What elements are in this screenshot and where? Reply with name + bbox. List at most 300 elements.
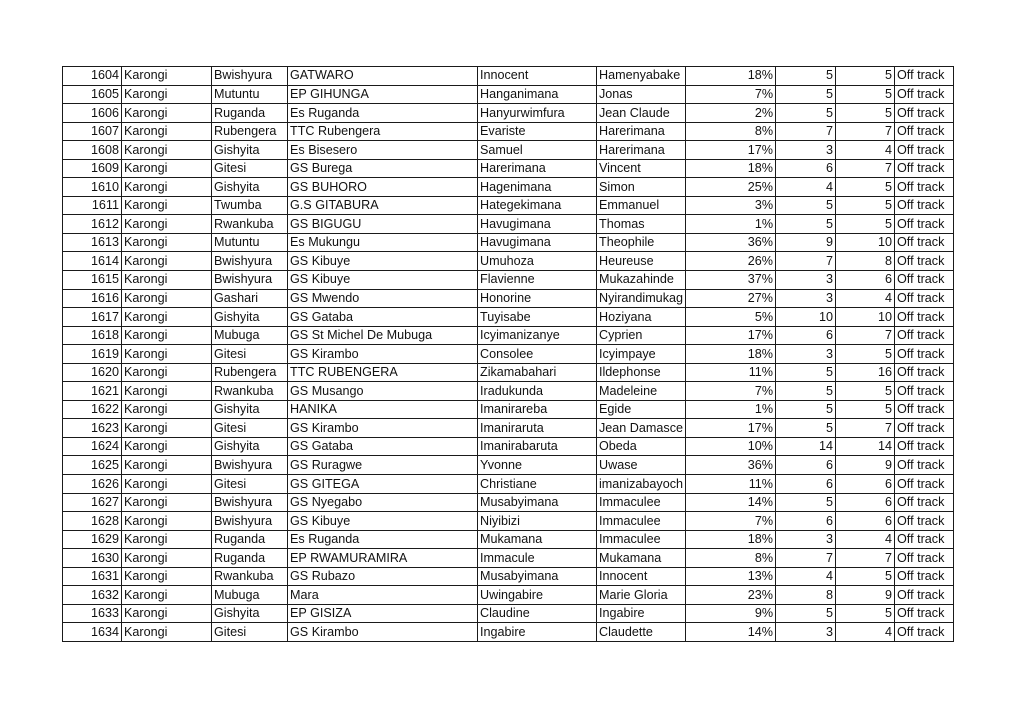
table-row	[63, 196, 954, 215]
cell-last-name: imanizabayoch	[597, 475, 686, 494]
cell-value-a: 5	[776, 215, 836, 234]
cell-school: EP RWAMURAMIRA	[288, 549, 478, 568]
table-row	[63, 437, 954, 456]
cell-sector: Twumba	[212, 196, 288, 215]
cell-id: 1607	[63, 122, 122, 141]
cell-value-a: 5	[776, 419, 836, 438]
cell-value-b: 5	[836, 104, 895, 123]
cell-last-name: Nyirandimukag	[597, 289, 686, 308]
cell-school: GATWARO	[288, 67, 478, 86]
cell-value-a: 5	[776, 104, 836, 123]
cell-status: Off track	[895, 289, 954, 308]
cell-value-a: 6	[776, 159, 836, 178]
cell-last-name: Obeda	[597, 437, 686, 456]
cell-value-b: 4	[836, 530, 895, 549]
cell-last-name: Immaculee	[597, 530, 686, 549]
cell-id: 1605	[63, 85, 122, 104]
cell-sector: Bwishyura	[212, 252, 288, 271]
cell-last-name: Vincent	[597, 159, 686, 178]
cell-sector: Gishyita	[212, 437, 288, 456]
cell-value-a: 6	[776, 456, 836, 475]
cell-sector: Bwishyura	[212, 271, 288, 290]
cell-last-name: Jonas	[597, 85, 686, 104]
cell-first-name: Mukamana	[478, 530, 597, 549]
cell-school: EP GIHUNGA	[288, 85, 478, 104]
cell-value-a: 4	[776, 178, 836, 197]
table-body	[63, 67, 954, 642]
cell-id: 1625	[63, 456, 122, 475]
cell-value-b: 5	[836, 67, 895, 86]
cell-percent: 7%	[686, 512, 776, 531]
table-row	[63, 67, 954, 86]
cell-district: Karongi	[122, 252, 212, 271]
cell-percent: 14%	[686, 623, 776, 642]
cell-id: 1629	[63, 530, 122, 549]
table-row	[63, 567, 954, 586]
cell-value-b: 5	[836, 400, 895, 419]
cell-first-name: Yvonne	[478, 456, 597, 475]
cell-status: Off track	[895, 400, 954, 419]
cell-sector: Bwishyura	[212, 493, 288, 512]
cell-value-b: 6	[836, 475, 895, 494]
cell-id: 1633	[63, 604, 122, 623]
table-row	[63, 252, 954, 271]
cell-school: Es Mukungu	[288, 233, 478, 252]
table-row	[63, 604, 954, 623]
cell-id: 1619	[63, 345, 122, 364]
cell-value-b: 6	[836, 512, 895, 531]
cell-first-name: Hagenimana	[478, 178, 597, 197]
table-row	[63, 122, 954, 141]
cell-sector: Ruganda	[212, 549, 288, 568]
cell-status: Off track	[895, 215, 954, 234]
cell-first-name: Iradukunda	[478, 382, 597, 401]
cell-first-name: Innocent	[478, 67, 597, 86]
cell-sector: Gishyita	[212, 400, 288, 419]
cell-last-name: Cyprien	[597, 326, 686, 345]
cell-school: G.S GITABURA	[288, 196, 478, 215]
cell-district: Karongi	[122, 289, 212, 308]
cell-value-a: 3	[776, 271, 836, 290]
cell-sector: Gishyita	[212, 604, 288, 623]
cell-value-a: 3	[776, 345, 836, 364]
cell-status: Off track	[895, 159, 954, 178]
cell-percent: 10%	[686, 437, 776, 456]
cell-status: Off track	[895, 104, 954, 123]
cell-value-a: 5	[776, 196, 836, 215]
cell-district: Karongi	[122, 178, 212, 197]
cell-id: 1634	[63, 623, 122, 642]
cell-district: Karongi	[122, 567, 212, 586]
cell-value-b: 14	[836, 437, 895, 456]
cell-status: Off track	[895, 512, 954, 531]
cell-district: Karongi	[122, 104, 212, 123]
cell-value-a: 14	[776, 437, 836, 456]
cell-school: HANIKA	[288, 400, 478, 419]
cell-percent: 18%	[686, 67, 776, 86]
cell-percent: 11%	[686, 475, 776, 494]
cell-status: Off track	[895, 456, 954, 475]
cell-last-name: Heureuse	[597, 252, 686, 271]
table-row	[63, 85, 954, 104]
cell-last-name: Jean Claude	[597, 104, 686, 123]
cell-first-name: Icyimanizanye	[478, 326, 597, 345]
cell-value-a: 5	[776, 493, 836, 512]
cell-last-name: Jean Damasce	[597, 419, 686, 438]
cell-id: 1618	[63, 326, 122, 345]
cell-district: Karongi	[122, 308, 212, 327]
cell-last-name: Mukamana	[597, 549, 686, 568]
cell-status: Off track	[895, 530, 954, 549]
cell-id: 1614	[63, 252, 122, 271]
cell-status: Off track	[895, 252, 954, 271]
cell-id: 1627	[63, 493, 122, 512]
cell-district: Karongi	[122, 623, 212, 642]
cell-district: Karongi	[122, 196, 212, 215]
table-row	[63, 456, 954, 475]
cell-value-b: 16	[836, 363, 895, 382]
cell-sector: Mubuga	[212, 586, 288, 605]
cell-status: Off track	[895, 382, 954, 401]
cell-value-b: 5	[836, 567, 895, 586]
cell-status: Off track	[895, 122, 954, 141]
cell-school: GS Kibuye	[288, 512, 478, 531]
cell-value-b: 4	[836, 141, 895, 160]
cell-value-a: 3	[776, 623, 836, 642]
cell-sector: Mutuntu	[212, 233, 288, 252]
cell-last-name: Hamenyabake	[597, 67, 686, 86]
cell-school: GS BUHORO	[288, 178, 478, 197]
cell-value-b: 6	[836, 271, 895, 290]
cell-value-a: 6	[776, 475, 836, 494]
cell-first-name: Tuyisabe	[478, 308, 597, 327]
cell-school: GS Burega	[288, 159, 478, 178]
cell-last-name: Ingabire	[597, 604, 686, 623]
cell-last-name: Emmanuel	[597, 196, 686, 215]
cell-value-b: 10	[836, 233, 895, 252]
cell-percent: 13%	[686, 567, 776, 586]
table-row	[63, 530, 954, 549]
cell-value-a: 5	[776, 363, 836, 382]
cell-last-name: Uwase	[597, 456, 686, 475]
cell-value-b: 7	[836, 122, 895, 141]
cell-value-b: 4	[836, 289, 895, 308]
cell-sector: Rwankuba	[212, 567, 288, 586]
cell-value-a: 6	[776, 512, 836, 531]
cell-last-name: Egide	[597, 400, 686, 419]
cell-school: GS Gataba	[288, 437, 478, 456]
cell-id: 1626	[63, 475, 122, 494]
cell-sector: Gashari	[212, 289, 288, 308]
cell-status: Off track	[895, 141, 954, 160]
table-row	[63, 178, 954, 197]
cell-district: Karongi	[122, 530, 212, 549]
cell-sector: Rubengera	[212, 122, 288, 141]
cell-last-name: Simon	[597, 178, 686, 197]
cell-district: Karongi	[122, 456, 212, 475]
table-row	[63, 623, 954, 642]
cell-value-a: 7	[776, 122, 836, 141]
cell-value-b: 9	[836, 456, 895, 475]
cell-first-name: Harerimana	[478, 159, 597, 178]
cell-school: Es Ruganda	[288, 530, 478, 549]
cell-id: 1616	[63, 289, 122, 308]
cell-value-b: 5	[836, 178, 895, 197]
cell-district: Karongi	[122, 271, 212, 290]
cell-first-name: Evariste	[478, 122, 597, 141]
cell-percent: 1%	[686, 215, 776, 234]
cell-first-name: Musabyimana	[478, 567, 597, 586]
table-row	[63, 345, 954, 364]
cell-value-a: 8	[776, 586, 836, 605]
cell-district: Karongi	[122, 363, 212, 382]
cell-sector: Gitesi	[212, 419, 288, 438]
table-row	[63, 215, 954, 234]
cell-status: Off track	[895, 308, 954, 327]
cell-sector: Gitesi	[212, 623, 288, 642]
cell-sector: Rubengera	[212, 363, 288, 382]
table-row	[63, 289, 954, 308]
cell-value-b: 7	[836, 549, 895, 568]
cell-percent: 36%	[686, 456, 776, 475]
cell-district: Karongi	[122, 512, 212, 531]
cell-sector: Ruganda	[212, 530, 288, 549]
cell-district: Karongi	[122, 400, 212, 419]
cell-district: Karongi	[122, 345, 212, 364]
cell-percent: 25%	[686, 178, 776, 197]
cell-first-name: Havugimana	[478, 215, 597, 234]
cell-value-a: 5	[776, 85, 836, 104]
cell-status: Off track	[895, 475, 954, 494]
cell-id: 1608	[63, 141, 122, 160]
cell-first-name: Hanganimana	[478, 85, 597, 104]
cell-status: Off track	[895, 178, 954, 197]
cell-school: GS St Michel De Mubuga	[288, 326, 478, 345]
cell-status: Off track	[895, 271, 954, 290]
cell-percent: 5%	[686, 308, 776, 327]
cell-percent: 7%	[686, 382, 776, 401]
cell-percent: 11%	[686, 363, 776, 382]
cell-last-name: Madeleine	[597, 382, 686, 401]
cell-sector: Bwishyura	[212, 512, 288, 531]
cell-id: 1621	[63, 382, 122, 401]
cell-value-a: 5	[776, 382, 836, 401]
cell-last-name: Immaculee	[597, 512, 686, 531]
cell-first-name: Claudine	[478, 604, 597, 623]
cell-status: Off track	[895, 623, 954, 642]
cell-school: GS Kirambo	[288, 419, 478, 438]
cell-percent: 17%	[686, 419, 776, 438]
cell-last-name: Hoziyana	[597, 308, 686, 327]
cell-percent: 8%	[686, 122, 776, 141]
cell-status: Off track	[895, 437, 954, 456]
table-row	[63, 233, 954, 252]
table-row	[63, 549, 954, 568]
cell-percent: 17%	[686, 141, 776, 160]
cell-percent: 27%	[686, 289, 776, 308]
cell-school: GS Gataba	[288, 308, 478, 327]
table-row	[63, 400, 954, 419]
cell-school: GS Rubazo	[288, 567, 478, 586]
cell-id: 1628	[63, 512, 122, 531]
cell-school: GS Kibuye	[288, 252, 478, 271]
cell-value-b: 5	[836, 345, 895, 364]
cell-school: EP GISIZA	[288, 604, 478, 623]
cell-first-name: Christiane	[478, 475, 597, 494]
cell-id: 1622	[63, 400, 122, 419]
cell-status: Off track	[895, 604, 954, 623]
cell-sector: Ruganda	[212, 104, 288, 123]
cell-percent: 1%	[686, 400, 776, 419]
cell-value-a: 3	[776, 530, 836, 549]
cell-school: Mara	[288, 586, 478, 605]
cell-district: Karongi	[122, 326, 212, 345]
cell-first-name: Samuel	[478, 141, 597, 160]
cell-percent: 18%	[686, 345, 776, 364]
cell-last-name: Ildephonse	[597, 363, 686, 382]
table-row	[63, 308, 954, 327]
cell-percent: 7%	[686, 85, 776, 104]
cell-id: 1624	[63, 437, 122, 456]
cell-first-name: Imaniraruta	[478, 419, 597, 438]
cell-value-a: 9	[776, 233, 836, 252]
cell-district: Karongi	[122, 122, 212, 141]
cell-first-name: Imanirabaruta	[478, 437, 597, 456]
cell-value-a: 3	[776, 141, 836, 160]
table-row	[63, 363, 954, 382]
cell-percent: 9%	[686, 604, 776, 623]
cell-first-name: Hategekimana	[478, 196, 597, 215]
cell-percent: 23%	[686, 586, 776, 605]
cell-first-name: Havugimana	[478, 233, 597, 252]
cell-percent: 18%	[686, 159, 776, 178]
cell-percent: 2%	[686, 104, 776, 123]
cell-district: Karongi	[122, 215, 212, 234]
cell-status: Off track	[895, 326, 954, 345]
cell-district: Karongi	[122, 475, 212, 494]
cell-last-name: Harerimana	[597, 141, 686, 160]
cell-value-b: 4	[836, 623, 895, 642]
cell-last-name: Thomas	[597, 215, 686, 234]
cell-school: GS BIGUGU	[288, 215, 478, 234]
cell-district: Karongi	[122, 437, 212, 456]
table-row	[63, 512, 954, 531]
cell-school: GS Nyegabo	[288, 493, 478, 512]
table-row	[63, 493, 954, 512]
cell-sector: Gitesi	[212, 345, 288, 364]
cell-sector: Gishyita	[212, 178, 288, 197]
cell-percent: 3%	[686, 196, 776, 215]
cell-first-name: Consolee	[478, 345, 597, 364]
cell-value-a: 5	[776, 604, 836, 623]
cell-value-a: 7	[776, 252, 836, 271]
cell-value-a: 6	[776, 326, 836, 345]
cell-id: 1612	[63, 215, 122, 234]
cell-last-name: Immaculee	[597, 493, 686, 512]
cell-status: Off track	[895, 567, 954, 586]
cell-value-b: 5	[836, 196, 895, 215]
cell-first-name: Ingabire	[478, 623, 597, 642]
table-row	[63, 475, 954, 494]
cell-value-a: 5	[776, 400, 836, 419]
cell-district: Karongi	[122, 85, 212, 104]
cell-value-b: 5	[836, 604, 895, 623]
cell-first-name: Flavienne	[478, 271, 597, 290]
cell-school: GS Mwendo	[288, 289, 478, 308]
table-row	[63, 141, 954, 160]
cell-school: GS Kirambo	[288, 345, 478, 364]
cell-last-name: Claudette	[597, 623, 686, 642]
cell-last-name: Marie Gloria	[597, 586, 686, 605]
cell-percent: 37%	[686, 271, 776, 290]
table-row	[63, 382, 954, 401]
cell-percent: 18%	[686, 530, 776, 549]
cell-id: 1613	[63, 233, 122, 252]
data-table	[62, 66, 954, 642]
table-row	[63, 104, 954, 123]
cell-value-b: 10	[836, 308, 895, 327]
cell-last-name: Mukazahinde	[597, 271, 686, 290]
table-row	[63, 159, 954, 178]
cell-first-name: Honorine	[478, 289, 597, 308]
cell-district: Karongi	[122, 141, 212, 160]
cell-value-b: 9	[836, 586, 895, 605]
cell-percent: 36%	[686, 233, 776, 252]
cell-first-name: Niyibizi	[478, 512, 597, 531]
cell-value-b: 5	[836, 382, 895, 401]
cell-id: 1631	[63, 567, 122, 586]
cell-value-b: 7	[836, 419, 895, 438]
cell-sector: Mubuga	[212, 326, 288, 345]
cell-first-name: Imanirareba	[478, 400, 597, 419]
cell-status: Off track	[895, 549, 954, 568]
cell-value-b: 5	[836, 85, 895, 104]
cell-sector: Gishyita	[212, 141, 288, 160]
cell-sector: Rwankuba	[212, 382, 288, 401]
table-row	[63, 326, 954, 345]
cell-last-name: Icyimpaye	[597, 345, 686, 364]
cell-sector: Gitesi	[212, 475, 288, 494]
cell-id: 1611	[63, 196, 122, 215]
cell-district: Karongi	[122, 604, 212, 623]
cell-status: Off track	[895, 493, 954, 512]
cell-sector: Gishyita	[212, 308, 288, 327]
table-row	[63, 271, 954, 290]
cell-school: TTC RUBENGERA	[288, 363, 478, 382]
cell-school: GS Musango	[288, 382, 478, 401]
cell-last-name: Theophile	[597, 233, 686, 252]
cell-value-a: 7	[776, 549, 836, 568]
cell-id: 1609	[63, 159, 122, 178]
cell-status: Off track	[895, 233, 954, 252]
cell-school: TTC Rubengera	[288, 122, 478, 141]
cell-school: GS Kibuye	[288, 271, 478, 290]
cell-status: Off track	[895, 345, 954, 364]
cell-value-a: 10	[776, 308, 836, 327]
cell-school: Es Ruganda	[288, 104, 478, 123]
cell-school: GS GITEGA	[288, 475, 478, 494]
cell-value-b: 5	[836, 215, 895, 234]
cell-sector: Bwishyura	[212, 67, 288, 86]
cell-sector: Rwankuba	[212, 215, 288, 234]
cell-percent: 14%	[686, 493, 776, 512]
cell-value-b: 8	[836, 252, 895, 271]
cell-first-name: Musabyimana	[478, 493, 597, 512]
cell-id: 1610	[63, 178, 122, 197]
cell-status: Off track	[895, 419, 954, 438]
cell-district: Karongi	[122, 549, 212, 568]
cell-school: GS Kirambo	[288, 623, 478, 642]
